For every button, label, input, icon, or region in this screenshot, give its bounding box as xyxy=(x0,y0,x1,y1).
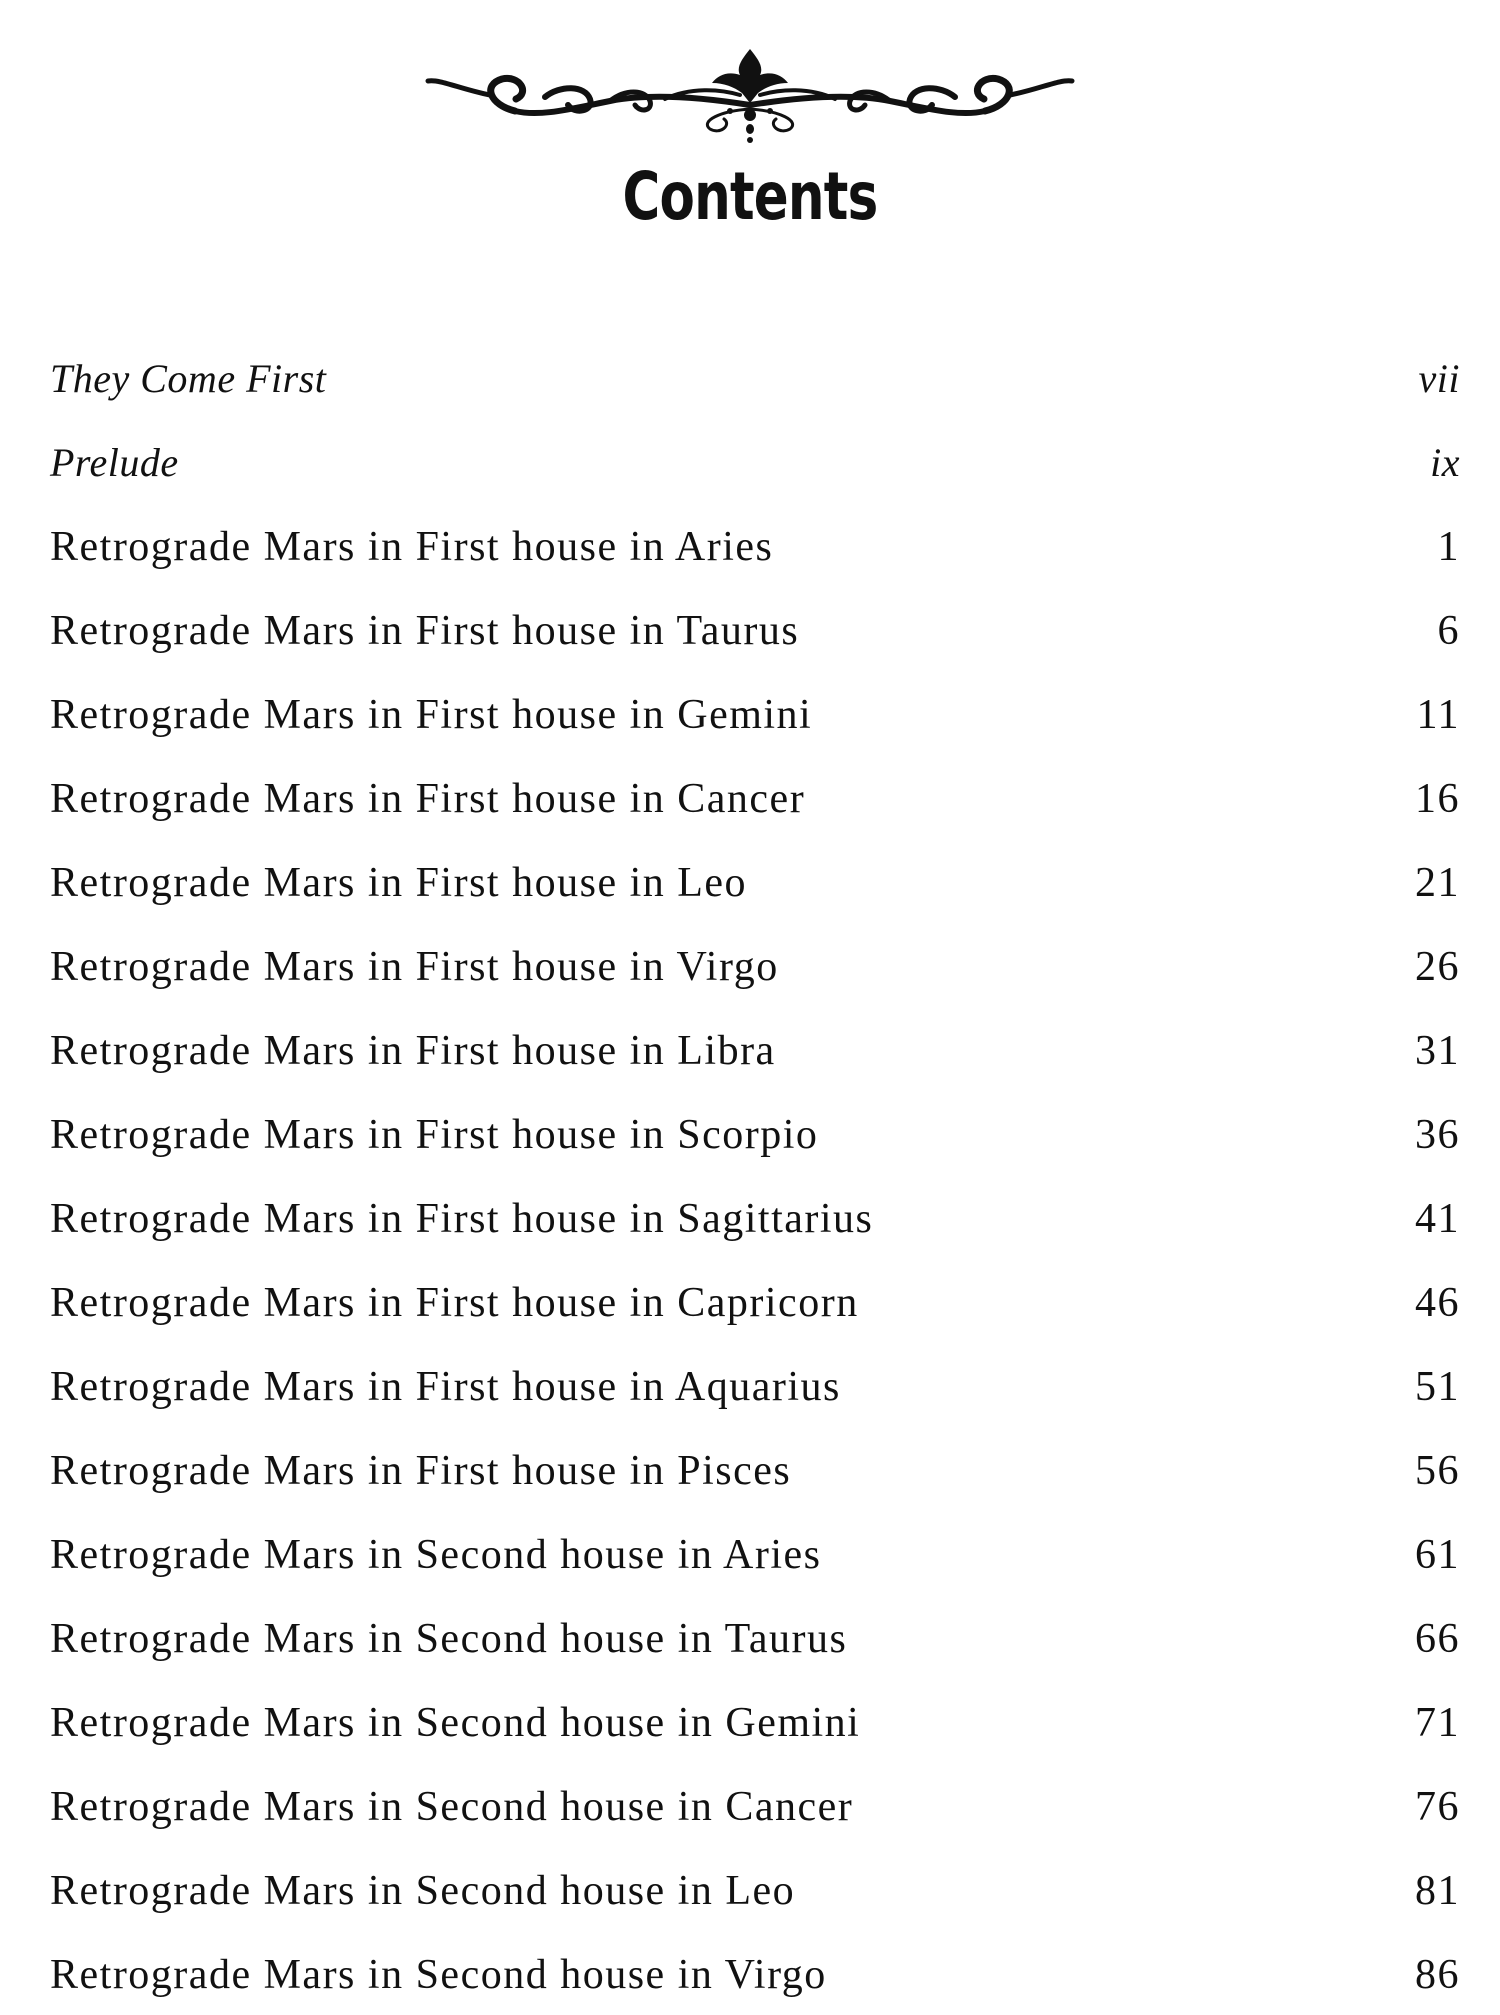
toc-entry-page-number: 31 xyxy=(1415,1028,1460,1074)
toc-entry-page-number: 6 xyxy=(1437,608,1460,654)
toc-entry xyxy=(50,839,1460,923)
toc-entry-page-number: ix xyxy=(1430,440,1460,485)
toc-entry-title: Retrograde Mars in Second house in Leo xyxy=(50,1868,796,1914)
toc-entry xyxy=(50,755,1460,839)
toc-entry xyxy=(50,1175,1460,1259)
toc-entry-title: Retrograde Mars in First house in Capricorn xyxy=(50,1280,859,1326)
toc-entry-title: Retrograde Mars in Second house in Gemini xyxy=(50,1700,861,1746)
toc-entry-title: Retrograde Mars in Second house in Taurus xyxy=(50,1616,848,1662)
toc-entry-page-number: 76 xyxy=(1415,1784,1460,1830)
toc-entry-title: Retrograde Mars in First house in Sagittarius xyxy=(50,1196,874,1242)
toc-entry-title: Retrograde Mars in First house in Cancer xyxy=(50,776,806,822)
toc-entry-page-number: 71 xyxy=(1415,1700,1460,1746)
toc-entry xyxy=(50,923,1460,1007)
toc-entry-page-number: 46 xyxy=(1415,1280,1460,1326)
toc-entry xyxy=(50,1427,1460,1511)
toc-entry-page-number: 66 xyxy=(1415,1616,1460,1662)
toc-entry-title: Retrograde Mars in First house in Scorpio xyxy=(50,1112,819,1158)
toc-entry-page-number: 41 xyxy=(1415,1196,1460,1242)
toc-entry xyxy=(50,587,1460,671)
toc-entry xyxy=(50,1511,1460,1595)
toc-entry-title: Retrograde Mars in First house in Libra xyxy=(50,1028,776,1074)
toc-entry-title: Prelude xyxy=(50,440,179,485)
toc-entry-title: Retrograde Mars in First house in Gemini xyxy=(50,692,813,738)
toc-entry-page-number: 26 xyxy=(1415,944,1460,990)
toc-entry-title: Retrograde Mars in Second house in Cancer xyxy=(50,1784,854,1830)
toc-entry xyxy=(50,1091,1460,1175)
decorative-flourish-icon xyxy=(420,45,1080,145)
page-title: Contents xyxy=(622,158,878,235)
toc-entry xyxy=(50,503,1460,587)
toc-entry xyxy=(50,1847,1460,1931)
toc-entry xyxy=(50,335,1460,419)
toc-entry-page-number: 86 xyxy=(1415,1952,1460,1998)
toc-entry-title: Retrograde Mars in First house in Leo xyxy=(50,860,748,906)
toc-entry xyxy=(50,1931,1460,2015)
toc-entry-page-number: 61 xyxy=(1415,1532,1460,1578)
toc-entry xyxy=(50,1679,1460,1763)
toc-entry-title: Retrograde Mars in First house in Pisces xyxy=(50,1448,792,1494)
toc-entry xyxy=(50,1259,1460,1343)
toc-entry-page-number: vii xyxy=(1418,356,1460,401)
toc-entry xyxy=(50,1007,1460,1091)
toc-entry-page-number: 16 xyxy=(1415,776,1460,822)
toc-entry-page-number: 1 xyxy=(1437,524,1460,570)
toc-entry-page-number: 21 xyxy=(1415,860,1460,906)
toc-entry-title: Retrograde Mars in First house in Aquarius xyxy=(50,1364,841,1410)
toc-entry-page-number: 11 xyxy=(1416,692,1460,738)
toc-entry-title: Retrograde Mars in First house in Taurus xyxy=(50,608,800,654)
toc-entry-title: Retrograde Mars in Second house in Virgo xyxy=(50,1952,827,1998)
toc-entry-title: Retrograde Mars in First house in Virgo xyxy=(50,944,779,990)
toc-entry-page-number: 56 xyxy=(1415,1448,1460,1494)
toc-entry xyxy=(50,419,1460,503)
table-of-contents xyxy=(50,335,1460,2015)
toc-entry xyxy=(50,671,1460,755)
toc-entry-title: Retrograde Mars in First house in Aries xyxy=(50,524,774,570)
toc-entry-page-number: 36 xyxy=(1415,1112,1460,1158)
toc-entry-title: Retrograde Mars in Second house in Aries xyxy=(50,1532,822,1578)
toc-entry-title: They Come First xyxy=(50,356,327,401)
toc-entry xyxy=(50,1595,1460,1679)
toc-entry xyxy=(50,1343,1460,1427)
toc-entry-page-number: 81 xyxy=(1415,1868,1460,1914)
toc-entry-page-number: 51 xyxy=(1415,1364,1460,1410)
toc-entry xyxy=(50,1763,1460,1847)
